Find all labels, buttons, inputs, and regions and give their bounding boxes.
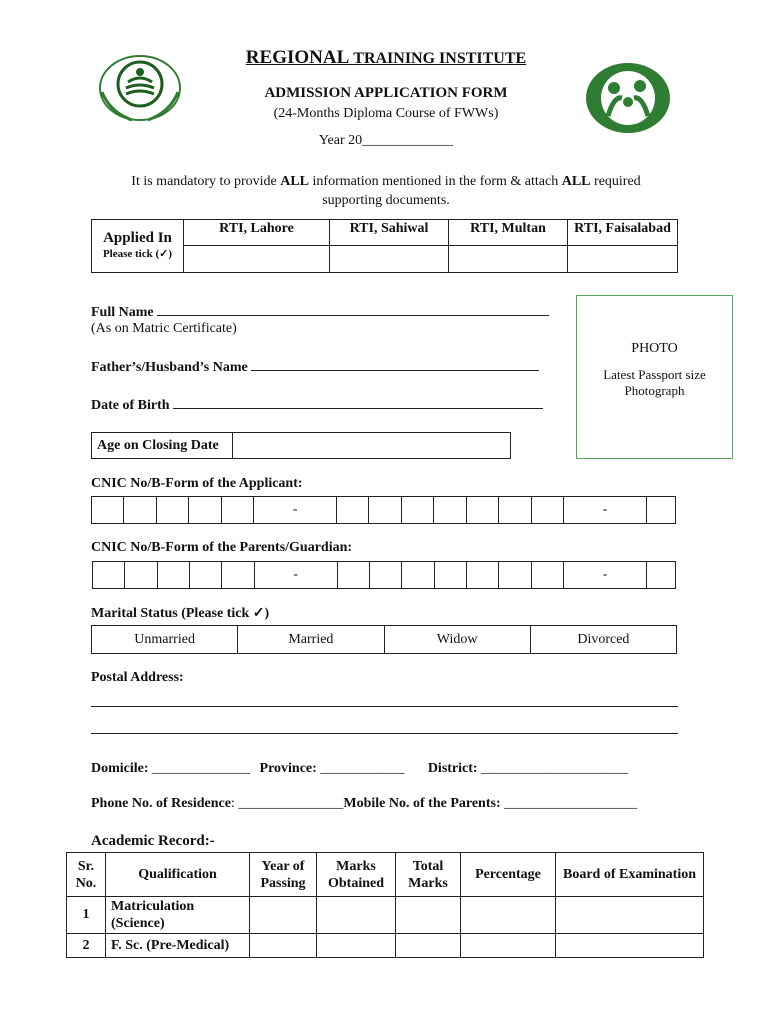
header-qualification: Qualification [106,853,250,897]
notice-text-c: required [590,174,641,189]
cnic-applicant-label: CNIC No/B-Form of the Applicant: [91,476,303,491]
cnic-digit-box[interactable] [531,497,563,524]
rti-faisalabad-tick-cell[interactable] [568,246,678,273]
dob-input[interactable] [173,396,543,409]
rti-sahiwal-tick-cell[interactable] [330,246,449,273]
applied-in-label: Applied In [103,230,172,246]
cnic-digit-box[interactable] [466,497,498,524]
rti-lahore-header: RTI, Lahore [184,220,330,246]
full-name-row [91,303,549,321]
rti-multan-header: RTI, Multan [449,220,568,246]
form-title: ADMISSION APPLICATION FORM [264,85,508,101]
mobile-parents-label: Mobile No. of the Parents: [343,796,501,811]
row-sr: 2 [67,934,106,958]
cnic-digit-box[interactable] [401,497,433,524]
cnic-dash: - [254,562,337,589]
row-year-input[interactable] [250,897,317,934]
age-label: Age on Closing Date [92,433,233,459]
header-sr-no: Sr. No. [67,853,106,897]
father-name-label: Father’s/Husband’s Name [91,360,248,375]
residence-phone-colon: : [231,796,235,811]
cnic-parent-label: CNIC No/B-Form of the Parents/Guardian: [91,540,353,555]
cnic-dash: - [563,497,646,524]
row-percentage-input[interactable] [461,897,556,934]
cnic-dash: - [564,562,647,589]
header-marks-obtained: Marks Obtained [317,853,396,897]
notice-all-2: ALL [561,174,591,189]
cnic-digit-box[interactable] [369,497,401,524]
cnic-parent-boxes [92,561,676,589]
cnic-digit-box[interactable] [190,562,222,589]
cnic-digit-box[interactable] [499,497,531,524]
row-board-input[interactable] [556,934,704,958]
postal-address-line-2[interactable] [91,733,678,734]
header-percentage: Percentage [461,853,556,897]
row-board-input[interactable] [556,897,704,934]
header-board-of-examination: Board of Examination [556,853,704,897]
full-name-label: Full Name [91,305,154,320]
dob-row [91,396,543,414]
institute-title-b: TRAINING INSTITUTE [353,50,527,67]
row-total-input[interactable] [396,934,461,958]
header-year-of-passing: Year of Passing [250,853,317,897]
cnic-digit-box[interactable] [337,562,369,589]
cnic-digit-box[interactable] [221,497,253,524]
age-input[interactable] [233,433,511,459]
domicile-input[interactable]: ______________ [152,761,251,776]
father-name-input[interactable] [251,358,539,371]
applied-in-label-cell [92,220,184,273]
cnic-digit-box[interactable] [156,497,188,524]
table-row [67,897,704,934]
postal-address-line-1[interactable] [91,706,678,707]
cnic-digit-box[interactable] [222,562,254,589]
full-name-note: (As on Matric Certificate) [91,321,237,336]
notice-text-d: supporting documents. [322,193,450,208]
cnic-digit-box[interactable] [434,562,466,589]
cnic-digit-box[interactable] [647,562,676,589]
cnic-dash: - [254,497,337,524]
cnic-digit-box[interactable] [189,497,221,524]
form-subtitle: (24-Months Diploma Course of FWWs) [273,106,499,121]
institute-title [0,47,768,69]
marital-option-divorced[interactable]: Divorced [530,626,676,654]
marital-status-label: Marital Status (Please tick ✓) [91,606,270,621]
location-row [91,761,628,777]
residence-phone-input[interactable]: _______________ [238,796,344,811]
cnic-digit-box[interactable] [467,562,499,589]
cnic-digit-box[interactable] [434,497,466,524]
marital-option-widow[interactable]: Widow [384,626,530,654]
notice-text-b: information mentioned in the form & attach [309,174,562,189]
row-marks-input[interactable] [317,934,396,958]
academic-record-table [66,852,704,958]
rti-lahore-tick-cell[interactable] [184,246,330,273]
cnic-digit-box[interactable] [531,562,563,589]
cnic-digit-box[interactable] [402,562,434,589]
row-year-input[interactable] [250,934,317,958]
row-percentage-input[interactable] [461,934,556,958]
cnic-digit-box[interactable] [499,562,531,589]
cnic-digit-box[interactable] [647,497,676,524]
table-row [67,934,704,958]
rti-faisalabad-header: RTI, Faisalabad [568,220,678,246]
cnic-digit-box[interactable] [337,497,369,524]
district-label: District: [427,761,478,776]
cnic-digit-box[interactable] [369,562,401,589]
province-label: Province: [259,761,317,776]
applied-in-table [91,219,678,273]
marital-option-married[interactable]: Married [238,626,384,654]
cnic-digit-box[interactable] [124,497,156,524]
dob-label: Date of Birth [91,398,170,413]
postal-address-label: Postal Address: [91,670,184,685]
photo-line-2: Photograph [624,383,685,398]
domicile-label: Domicile: [91,761,149,776]
photo-box[interactable] [576,295,733,459]
mobile-parents-input[interactable]: ___________________ [504,796,638,811]
full-name-input[interactable] [157,303,549,316]
rti-multan-tick-cell[interactable] [449,246,568,273]
marital-option-unmarried[interactable]: Unmarried [92,626,238,654]
cnic-digit-box[interactable] [93,562,125,589]
district-input[interactable]: _____________________ [481,761,629,776]
notice-text-a: It is mandatory to provide [131,174,281,189]
rti-sahiwal-header: RTI, Sahiwal [330,220,449,246]
header-total-marks: Total Marks [396,853,461,897]
residence-phone-label: Phone No. of Residence [91,796,231,811]
photo-title: PHOTO [631,341,678,356]
photo-line-1: Latest Passport size [603,367,706,382]
father-name-row [91,358,539,376]
academic-record-title: Academic Record:- [91,833,215,849]
row-qualification: Matriculation (Science) [106,897,250,934]
province-input[interactable]: ____________ [320,761,405,776]
age-table [91,432,511,459]
cnic-digit-box[interactable] [157,562,189,589]
phone-row [91,796,637,812]
academic-header-row [67,853,704,897]
mandatory-notice [0,172,768,210]
institute-title-a: REGIONAL [245,47,350,68]
year-field[interactable]: Year 20_____________ [318,133,454,148]
cnic-digit-box[interactable] [125,562,157,589]
cnic-digit-box[interactable] [92,497,124,524]
notice-all-1: ALL [280,174,310,189]
row-marks-input[interactable] [317,897,396,934]
row-total-input[interactable] [396,897,461,934]
marital-status-table [91,625,677,654]
tick-note: Please tick (✓) [102,248,173,260]
cnic-applicant-boxes [91,496,676,524]
row-sr: 1 [67,897,106,934]
row-qualification: F. Sc. (Pre-Medical) [106,934,250,958]
